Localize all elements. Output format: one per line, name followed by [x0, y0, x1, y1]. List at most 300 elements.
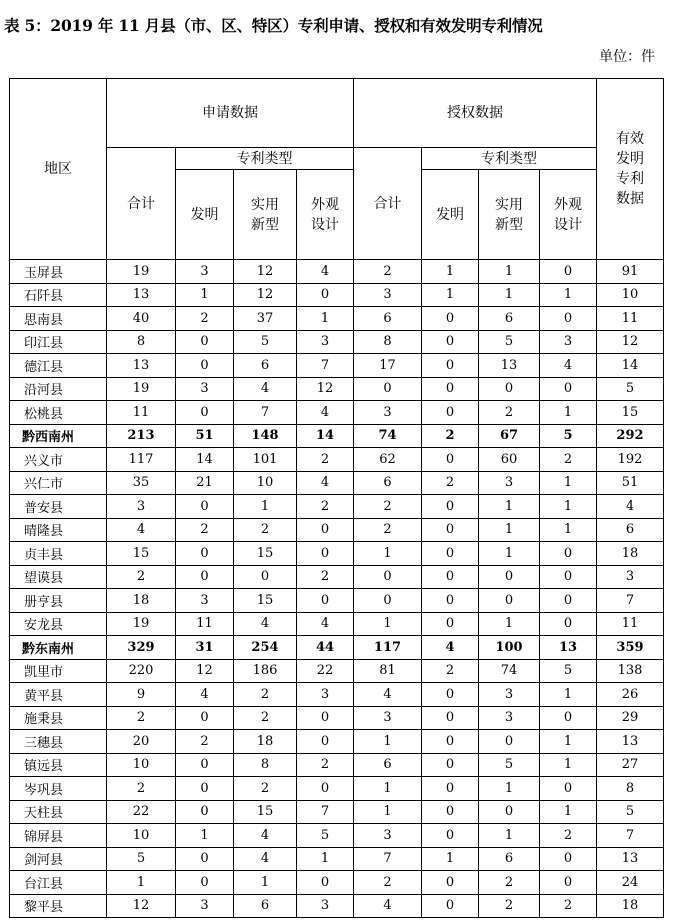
value-cell: 2 — [107, 777, 176, 801]
value-cell: 3 — [107, 495, 176, 519]
value-cell: 0 — [540, 589, 597, 613]
value-cell: 7 — [354, 847, 422, 871]
value-cell: 2 — [234, 518, 297, 542]
value-cell: 3 — [479, 683, 540, 707]
value-cell: 10 — [107, 753, 176, 777]
value-cell: 6 — [479, 847, 540, 871]
value-cell: 4 — [107, 518, 176, 542]
region-cell: 天柱县 — [10, 800, 107, 824]
header-grant-utility: 实用新型 — [479, 170, 540, 260]
value-cell: 13 — [597, 730, 664, 754]
value-cell: 0 — [479, 800, 540, 824]
value-cell: 22 — [107, 800, 176, 824]
header-grant-invention: 发明 — [422, 170, 479, 260]
value-cell: 2 — [297, 448, 354, 472]
table-row — [10, 612, 664, 636]
value-cell: 74 — [479, 659, 540, 683]
value-cell: 4 — [354, 683, 422, 707]
value-cell: 2 — [354, 495, 422, 519]
value-cell: 0 — [176, 495, 234, 519]
value-cell: 14 — [297, 424, 354, 448]
table-row — [10, 518, 664, 542]
table-row — [10, 730, 664, 754]
value-cell: 35 — [107, 471, 176, 495]
value-cell: 186 — [234, 659, 297, 683]
value-cell: 51 — [597, 471, 664, 495]
value-cell: 1 — [354, 542, 422, 566]
value-cell: 1 — [479, 777, 540, 801]
value-cell: 0 — [422, 330, 479, 354]
value-cell: 37 — [234, 307, 297, 331]
region-cell: 黔西南州 — [10, 424, 107, 448]
value-cell: 4 — [422, 636, 479, 660]
value-cell: 40 — [107, 307, 176, 331]
value-cell: 0 — [176, 565, 234, 589]
value-cell: 1 — [297, 847, 354, 871]
value-cell: 11 — [597, 612, 664, 636]
value-cell: 1 — [540, 495, 597, 519]
table-row — [10, 706, 664, 730]
value-cell: 0 — [422, 753, 479, 777]
value-cell: 254 — [234, 636, 297, 660]
value-cell: 2 — [297, 753, 354, 777]
value-cell: 3 — [479, 471, 540, 495]
value-cell: 0 — [422, 589, 479, 613]
value-cell: 0 — [354, 589, 422, 613]
value-cell: 0 — [540, 777, 597, 801]
value-cell: 11 — [597, 307, 664, 331]
value-cell: 3 — [354, 401, 422, 425]
value-cell: 0 — [354, 377, 422, 401]
value-cell: 1 — [540, 800, 597, 824]
region-cell: 锦屏县 — [10, 824, 107, 848]
region-cell: 安龙县 — [10, 612, 107, 636]
value-cell: 0 — [176, 753, 234, 777]
value-cell: 2 — [297, 495, 354, 519]
value-cell: 0 — [479, 589, 540, 613]
value-cell: 12 — [297, 377, 354, 401]
value-cell: 5 — [234, 330, 297, 354]
value-cell: 19 — [107, 612, 176, 636]
value-cell: 74 — [354, 424, 422, 448]
value-cell: 1 — [540, 518, 597, 542]
value-cell: 329 — [107, 636, 176, 660]
value-cell: 0 — [422, 542, 479, 566]
value-cell: 1 — [540, 401, 597, 425]
value-cell: 19 — [107, 260, 176, 284]
value-cell: 0 — [422, 401, 479, 425]
value-cell: 0 — [422, 800, 479, 824]
header-valid-invention: 有效发明专利数据 — [597, 79, 664, 260]
value-cell: 3 — [176, 377, 234, 401]
region-cell: 玉屏县 — [10, 260, 107, 284]
value-cell: 0 — [176, 330, 234, 354]
table-row — [10, 448, 664, 472]
value-cell: 0 — [176, 800, 234, 824]
table-row — [10, 495, 664, 519]
value-cell: 6 — [354, 471, 422, 495]
value-cell: 117 — [107, 448, 176, 472]
value-cell: 2 — [422, 659, 479, 683]
value-cell: 14 — [176, 448, 234, 472]
value-cell: 2 — [422, 424, 479, 448]
value-cell: 213 — [107, 424, 176, 448]
table-row — [10, 377, 664, 401]
value-cell: 6 — [354, 307, 422, 331]
value-cell: 10 — [107, 824, 176, 848]
value-cell: 1 — [354, 800, 422, 824]
value-cell: 9 — [107, 683, 176, 707]
value-cell: 8 — [107, 330, 176, 354]
value-cell: 0 — [297, 777, 354, 801]
value-cell: 0 — [540, 260, 597, 284]
value-cell: 1 — [479, 824, 540, 848]
region-cell: 思南县 — [10, 307, 107, 331]
value-cell: 3 — [297, 894, 354, 918]
value-cell: 5 — [540, 424, 597, 448]
header-app-total: 合计 — [107, 148, 176, 260]
value-cell: 26 — [597, 683, 664, 707]
value-cell: 0 — [422, 871, 479, 895]
value-cell: 2 — [354, 518, 422, 542]
value-cell: 4 — [176, 683, 234, 707]
value-cell: 0 — [479, 377, 540, 401]
value-cell: 192 — [597, 448, 664, 472]
value-cell: 359 — [597, 636, 664, 660]
value-cell: 2 — [422, 471, 479, 495]
value-cell: 11 — [107, 401, 176, 425]
region-cell: 沿河县 — [10, 377, 107, 401]
value-cell: 91 — [597, 260, 664, 284]
value-cell: 6 — [479, 307, 540, 331]
value-cell: 0 — [422, 307, 479, 331]
value-cell: 60 — [479, 448, 540, 472]
value-cell: 6 — [354, 753, 422, 777]
value-cell: 31 — [176, 636, 234, 660]
value-cell: 7 — [234, 401, 297, 425]
value-cell: 1 — [540, 683, 597, 707]
value-cell: 2 — [107, 706, 176, 730]
table-row — [10, 871, 664, 895]
value-cell: 3 — [297, 330, 354, 354]
value-cell: 0 — [540, 706, 597, 730]
value-cell: 1 — [540, 283, 597, 307]
table-row — [10, 753, 664, 777]
value-cell: 0 — [540, 871, 597, 895]
value-cell: 2 — [176, 518, 234, 542]
value-cell: 24 — [597, 871, 664, 895]
value-cell: 14 — [597, 354, 664, 378]
value-cell: 1 — [540, 730, 597, 754]
value-cell: 2 — [354, 260, 422, 284]
value-cell: 0 — [422, 565, 479, 589]
value-cell: 4 — [234, 377, 297, 401]
value-cell: 7 — [297, 800, 354, 824]
value-cell: 1 — [354, 612, 422, 636]
table-row — [10, 424, 664, 448]
value-cell: 0 — [176, 401, 234, 425]
unit-label: 单位：件 — [599, 49, 655, 65]
table-row — [10, 777, 664, 801]
region-cell: 晴隆县 — [10, 518, 107, 542]
table-row — [10, 307, 664, 331]
table-row — [10, 542, 664, 566]
value-cell: 0 — [540, 565, 597, 589]
value-cell: 15 — [234, 542, 297, 566]
table-row — [10, 565, 664, 589]
region-cell: 贞丰县 — [10, 542, 107, 566]
value-cell: 67 — [479, 424, 540, 448]
value-cell: 148 — [234, 424, 297, 448]
value-cell: 22 — [297, 659, 354, 683]
value-cell: 1 — [479, 283, 540, 307]
value-cell: 1 — [234, 871, 297, 895]
value-cell: 2 — [176, 307, 234, 331]
value-cell: 101 — [234, 448, 297, 472]
value-cell: 0 — [297, 589, 354, 613]
value-cell: 2 — [234, 683, 297, 707]
value-cell: 2 — [479, 894, 540, 918]
value-cell: 4 — [297, 260, 354, 284]
value-cell: 3 — [354, 283, 422, 307]
value-cell: 4 — [354, 894, 422, 918]
header-grant-total: 合计 — [354, 148, 422, 260]
table-row — [10, 589, 664, 613]
value-cell: 10 — [234, 471, 297, 495]
value-cell: 0 — [297, 518, 354, 542]
value-cell: 3 — [479, 706, 540, 730]
table-row — [10, 260, 664, 284]
value-cell: 1 — [479, 518, 540, 542]
value-cell: 15 — [107, 542, 176, 566]
value-cell: 4 — [297, 471, 354, 495]
header-grant-patent-type: 专利类型 — [422, 148, 597, 170]
value-cell: 15 — [234, 800, 297, 824]
table-row — [10, 659, 664, 683]
region-cell: 松桃县 — [10, 401, 107, 425]
value-cell: 1 — [176, 283, 234, 307]
value-cell: 0 — [297, 283, 354, 307]
value-cell: 0 — [176, 354, 234, 378]
value-cell: 0 — [234, 565, 297, 589]
value-cell: 3 — [540, 330, 597, 354]
value-cell: 18 — [597, 894, 664, 918]
value-cell: 11 — [176, 612, 234, 636]
region-cell: 普安县 — [10, 495, 107, 519]
value-cell: 1 — [297, 307, 354, 331]
value-cell: 0 — [176, 542, 234, 566]
patent-table — [9, 78, 664, 918]
value-cell: 6 — [234, 894, 297, 918]
value-cell: 0 — [297, 706, 354, 730]
region-cell: 施秉县 — [10, 706, 107, 730]
value-cell: 3 — [597, 565, 664, 589]
region-cell: 册亨县 — [10, 589, 107, 613]
value-cell: 0 — [422, 777, 479, 801]
value-cell: 18 — [597, 542, 664, 566]
value-cell: 15 — [234, 589, 297, 613]
value-cell: 1 — [107, 871, 176, 895]
value-cell: 1 — [479, 495, 540, 519]
table-row — [10, 330, 664, 354]
header-applications: 申请数据 — [107, 79, 354, 148]
value-cell: 1 — [479, 542, 540, 566]
value-cell: 0 — [540, 307, 597, 331]
value-cell: 4 — [234, 612, 297, 636]
value-cell: 0 — [176, 706, 234, 730]
value-cell: 1 — [540, 753, 597, 777]
region-cell: 岑巩县 — [10, 777, 107, 801]
value-cell: 10 — [597, 283, 664, 307]
value-cell: 5 — [540, 659, 597, 683]
table-row — [10, 800, 664, 824]
value-cell: 4 — [540, 354, 597, 378]
value-cell: 1 — [176, 824, 234, 848]
value-cell: 3 — [176, 589, 234, 613]
region-cell: 台江县 — [10, 871, 107, 895]
value-cell: 2 — [479, 401, 540, 425]
value-cell: 6 — [597, 518, 664, 542]
value-cell: 51 — [176, 424, 234, 448]
value-cell: 0 — [540, 542, 597, 566]
value-cell: 0 — [354, 565, 422, 589]
value-cell: 27 — [597, 753, 664, 777]
value-cell: 13 — [107, 283, 176, 307]
value-cell: 0 — [422, 612, 479, 636]
table-body — [10, 260, 664, 918]
value-cell: 12 — [234, 260, 297, 284]
value-cell: 12 — [234, 283, 297, 307]
region-cell: 三穗县 — [10, 730, 107, 754]
value-cell: 0 — [297, 542, 354, 566]
value-cell: 29 — [597, 706, 664, 730]
region-cell: 兴义市 — [10, 448, 107, 472]
value-cell: 138 — [597, 659, 664, 683]
table-row — [10, 471, 664, 495]
region-cell: 德江县 — [10, 354, 107, 378]
value-cell: 292 — [597, 424, 664, 448]
value-cell: 18 — [107, 589, 176, 613]
table-row — [10, 636, 664, 660]
value-cell: 0 — [422, 706, 479, 730]
region-cell: 印江县 — [10, 330, 107, 354]
value-cell: 2 — [107, 565, 176, 589]
value-cell: 3 — [354, 706, 422, 730]
value-cell: 5 — [479, 753, 540, 777]
value-cell: 0 — [479, 730, 540, 754]
region-cell: 黎平县 — [10, 894, 107, 918]
value-cell: 5 — [479, 330, 540, 354]
value-cell: 7 — [597, 824, 664, 848]
value-cell: 15 — [597, 401, 664, 425]
value-cell: 100 — [479, 636, 540, 660]
value-cell: 8 — [354, 330, 422, 354]
value-cell: 0 — [540, 612, 597, 636]
value-cell: 6 — [234, 354, 297, 378]
header-app-invention: 发明 — [176, 170, 234, 260]
value-cell: 0 — [422, 894, 479, 918]
region-cell: 兴仁市 — [10, 471, 107, 495]
value-cell: 0 — [176, 777, 234, 801]
value-cell: 8 — [597, 777, 664, 801]
value-cell: 3 — [297, 683, 354, 707]
value-cell: 1 — [422, 283, 479, 307]
value-cell: 13 — [479, 354, 540, 378]
value-cell: 4 — [234, 824, 297, 848]
header-app-design: 外观设计 — [297, 170, 354, 260]
value-cell: 13 — [597, 847, 664, 871]
value-cell: 220 — [107, 659, 176, 683]
value-cell: 0 — [422, 730, 479, 754]
value-cell: 20 — [107, 730, 176, 754]
value-cell: 2 — [540, 448, 597, 472]
table-row — [10, 894, 664, 918]
value-cell: 17 — [354, 354, 422, 378]
region-cell: 黄平县 — [10, 683, 107, 707]
value-cell: 13 — [107, 354, 176, 378]
region-cell: 剑河县 — [10, 847, 107, 871]
value-cell: 0 — [422, 495, 479, 519]
region-cell: 石阡县 — [10, 283, 107, 307]
value-cell: 3 — [176, 894, 234, 918]
value-cell: 0 — [176, 871, 234, 895]
header-app-patent-type: 专利类型 — [176, 148, 354, 170]
value-cell: 2 — [479, 871, 540, 895]
value-cell: 5 — [107, 847, 176, 871]
value-cell: 13 — [540, 636, 597, 660]
value-cell: 44 — [297, 636, 354, 660]
value-cell: 2 — [354, 871, 422, 895]
value-cell: 2 — [234, 706, 297, 730]
value-cell: 2 — [297, 565, 354, 589]
value-cell: 21 — [176, 471, 234, 495]
header-app-utility: 实用新型 — [234, 170, 297, 260]
table-row — [10, 354, 664, 378]
table-row — [10, 683, 664, 707]
value-cell: 0 — [422, 518, 479, 542]
value-cell: 8 — [234, 753, 297, 777]
table-row — [10, 283, 664, 307]
value-cell: 0 — [422, 448, 479, 472]
value-cell: 1 — [234, 495, 297, 519]
value-cell: 5 — [597, 800, 664, 824]
value-cell: 81 — [354, 659, 422, 683]
value-cell: 1 — [354, 730, 422, 754]
value-cell: 0 — [422, 377, 479, 401]
value-cell: 2 — [176, 730, 234, 754]
value-cell: 117 — [354, 636, 422, 660]
value-cell: 0 — [422, 354, 479, 378]
header-region: 地区 — [10, 79, 107, 260]
value-cell: 0 — [422, 683, 479, 707]
value-cell: 18 — [234, 730, 297, 754]
value-cell: 1 — [479, 612, 540, 636]
region-cell: 黔东南州 — [10, 636, 107, 660]
header-grants: 授权数据 — [354, 79, 597, 148]
value-cell: 4 — [234, 847, 297, 871]
table-row — [10, 401, 664, 425]
value-cell: 2 — [540, 824, 597, 848]
value-cell: 1 — [422, 260, 479, 284]
value-cell: 1 — [479, 260, 540, 284]
value-cell: 4 — [297, 612, 354, 636]
value-cell: 7 — [297, 354, 354, 378]
region-cell: 望谟县 — [10, 565, 107, 589]
value-cell: 12 — [176, 659, 234, 683]
value-cell: 62 — [354, 448, 422, 472]
value-cell: 4 — [297, 401, 354, 425]
value-cell: 0 — [540, 847, 597, 871]
